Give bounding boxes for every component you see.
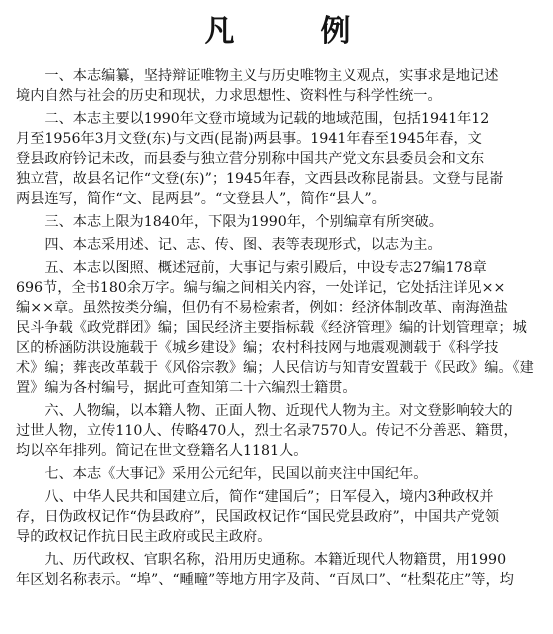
text-line: 四、本志采用述、记、志、传、图、表等表现形式，以志为主。	[16, 237, 442, 253]
text-line: 九、历代政权、官职名称，沿用历史通称。本籍近现代人物籍贯，用1990	[16, 552, 507, 568]
text-line: 过世人物，立传110人、传略470人，烈士名录7570人。传记不分善恶、籍贯，	[16, 423, 518, 439]
text-line: 二、本志主要以1990年文登市境域为记载的地域范围，包括1941年12	[16, 111, 490, 127]
text-line: 696节，全书180余万字。编与编之间相关内容，一处详记，它处括注详见××	[16, 280, 506, 296]
text-line: 五、本志以图照、概述冠前，大事记与索引殿后，中设专志27编178章	[16, 260, 487, 276]
document-body	[16, 66, 539, 590]
text-line: 独立营，故县名记作“文登(东)”；1945年春，文西县改称昆嵛县。文登与昆嵛	[16, 171, 504, 187]
paragraph	[16, 550, 539, 590]
text-line: 七、本志《大事记》采用公元纪年，民国以前夹注中国纪年。	[16, 466, 428, 482]
paragraph	[16, 258, 539, 398]
text-line: 民斗争载《政党群团》编；国民经济主要指标载《经济管理》编的计划管理章；城	[16, 320, 527, 336]
paragraph	[16, 109, 539, 209]
paragraph	[16, 212, 539, 232]
text-line: 导的政权记作抗日民主政府或民主政府。	[16, 529, 272, 545]
text-line: 六、人物编，以本籍人物、正面人物、近现代人物为主。对文登影响较大的	[16, 403, 513, 419]
text-line: 两县连写，简作“文、昆两县”。“文登县人”，简作“县人”。	[16, 191, 386, 207]
text-line: 术》编；葬丧改革载于《风俗宗教》编；人民信访与知青安置载于《民政》编。《建	[16, 360, 534, 376]
text-line: 登县政府钤记未改，而县委与独立营分别称中国共产党文东县委员会和文东	[16, 151, 485, 167]
text-line: 存，日伪政权记作“伪县政府”，民国政权记作“国民党县政府”，中国共产党领	[16, 509, 500, 525]
paragraph	[16, 464, 539, 484]
paragraph	[16, 235, 539, 255]
page-title: 凡 例	[204, 14, 379, 49]
paragraph	[16, 487, 539, 547]
paragraph	[16, 401, 539, 461]
text-line: 编××章。虽然按类分编，但仍有不易检索者，例如：经济体制改革、南海渔盐	[16, 300, 508, 316]
text-line: 一、本志编纂，坚持辩证唯物主义与历史唯物主义观点，实事求是地记述	[16, 68, 499, 84]
text-line: 均以卒年排列。简记在世文登籍名人1181人。	[16, 443, 308, 459]
text-line: 境内自然与社会的历史和现状，力求思想性、资料性与科学性统一。	[16, 88, 442, 104]
paragraph	[16, 66, 539, 106]
text-line: 年区划名称表示。“埠”、“畽疃”等地方用字及苘、“百凤口”、“杜梨花庄”等，均	[16, 572, 514, 588]
text-line: 月至1956年3月文登(东)与文西(昆嵛)两县事。1941年春至1945年春，文	[16, 131, 482, 147]
text-line: 区的桥涵防洪设施载于《城乡建设》编；农村科技网与地震观测载于《科学技	[16, 340, 499, 356]
text-line: 八、中华人民共和国建立后，简作“建国后”；日军侵入，境内3种政权并	[16, 489, 494, 505]
text-line: 三、本志上限为1840年，下限为1990年，个别编章有所突破。	[16, 214, 443, 230]
text-line: 置》编为各村编号，据此可查知第二十六编烈士籍贯。	[16, 380, 357, 396]
